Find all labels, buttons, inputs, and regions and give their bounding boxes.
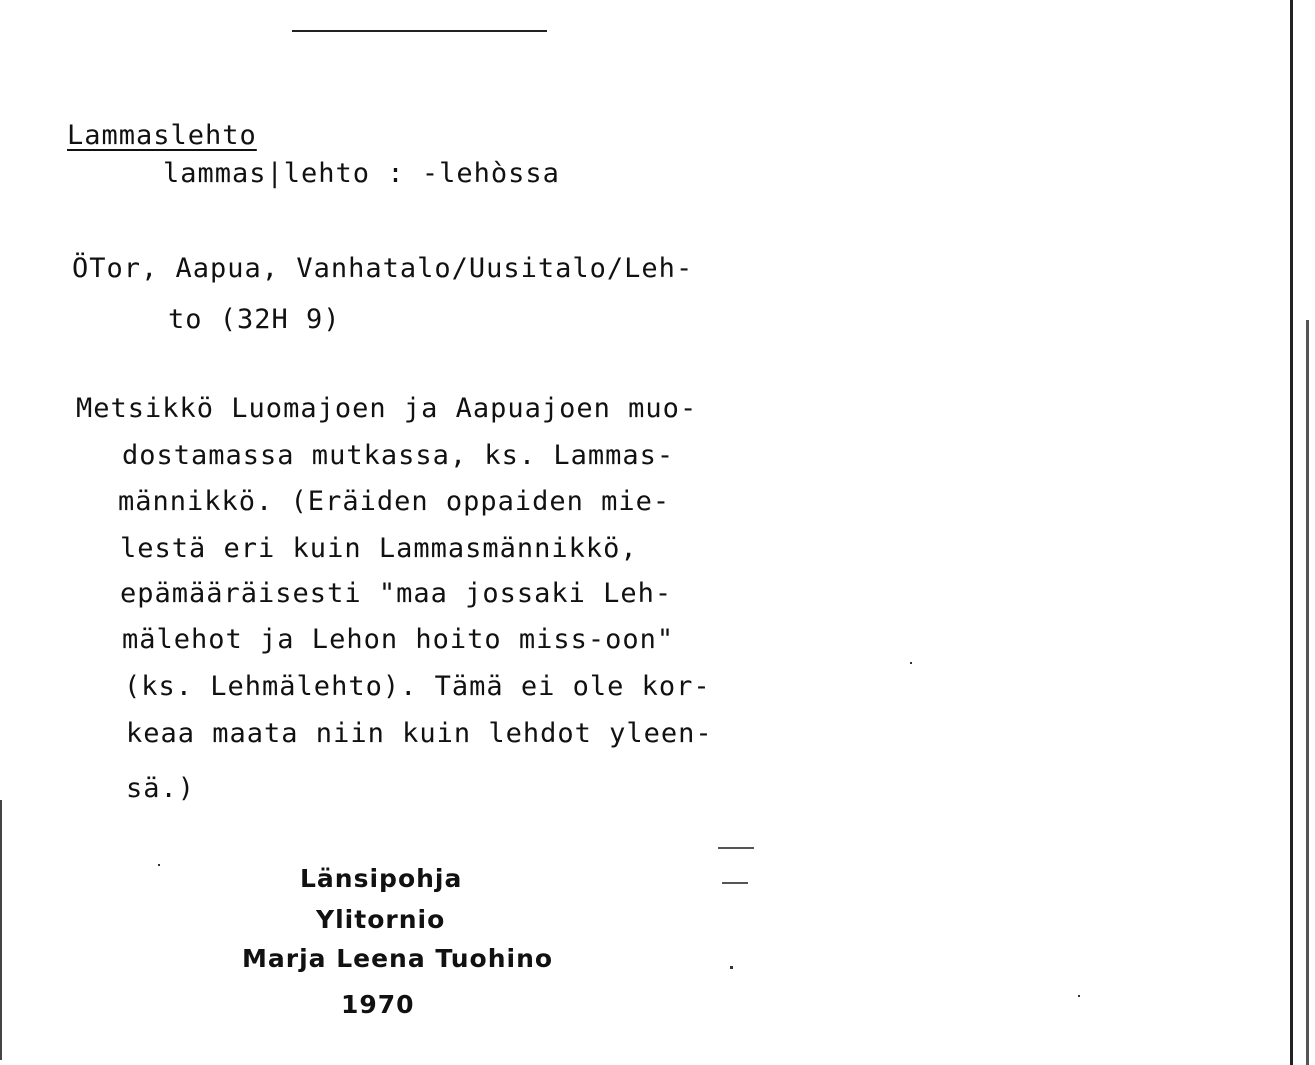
description-line: Metsikkö Luomajoen ja Aapuajoen muo- [76, 393, 698, 424]
description-line: dostamassa mutkassa, ks. Lammas- [122, 440, 675, 471]
right-edge-shadow [1306, 320, 1309, 1065]
left-edge-mark [0, 800, 2, 1060]
word-form: lammas|lehto : -lehòssa [163, 158, 560, 189]
stamp-year: 1970 [341, 990, 415, 1019]
speck [1078, 995, 1080, 997]
place-name-title: Lammaslehto [67, 120, 257, 151]
speck [730, 966, 733, 969]
description-line: sä.) [126, 773, 196, 804]
dash-mark [718, 847, 754, 849]
location-line-1: ÖTor, Aapua, Vanhatalo/Uusitalo/Leh- [72, 253, 694, 284]
description-line: männikkö. (Eräiden oppaiden mie- [118, 486, 671, 517]
speck [158, 864, 160, 866]
speck [910, 662, 912, 664]
right-border [1290, 0, 1293, 1065]
description-line: keaa maata niin kuin lehdot yleen- [126, 718, 713, 749]
description-line: lestä eri kuin Lammasmännikkö, [120, 533, 638, 564]
stamp-collector: Marja Leena Tuohino [242, 944, 554, 973]
description-line: epämääräisesti "maa jossaki Leh- [120, 578, 673, 609]
dash-mark [722, 882, 748, 884]
stamp-parish: Ylitornio [316, 905, 446, 934]
location-line-2: to (32H 9) [168, 304, 341, 335]
stamp-region: Länsipohja [300, 864, 463, 893]
top-rule [292, 30, 547, 32]
description-line: (ks. Lehmälehto). Tämä ei ole kor- [124, 671, 711, 702]
description-line: mälehot ja Lehon hoito miss-oon" [122, 624, 675, 655]
